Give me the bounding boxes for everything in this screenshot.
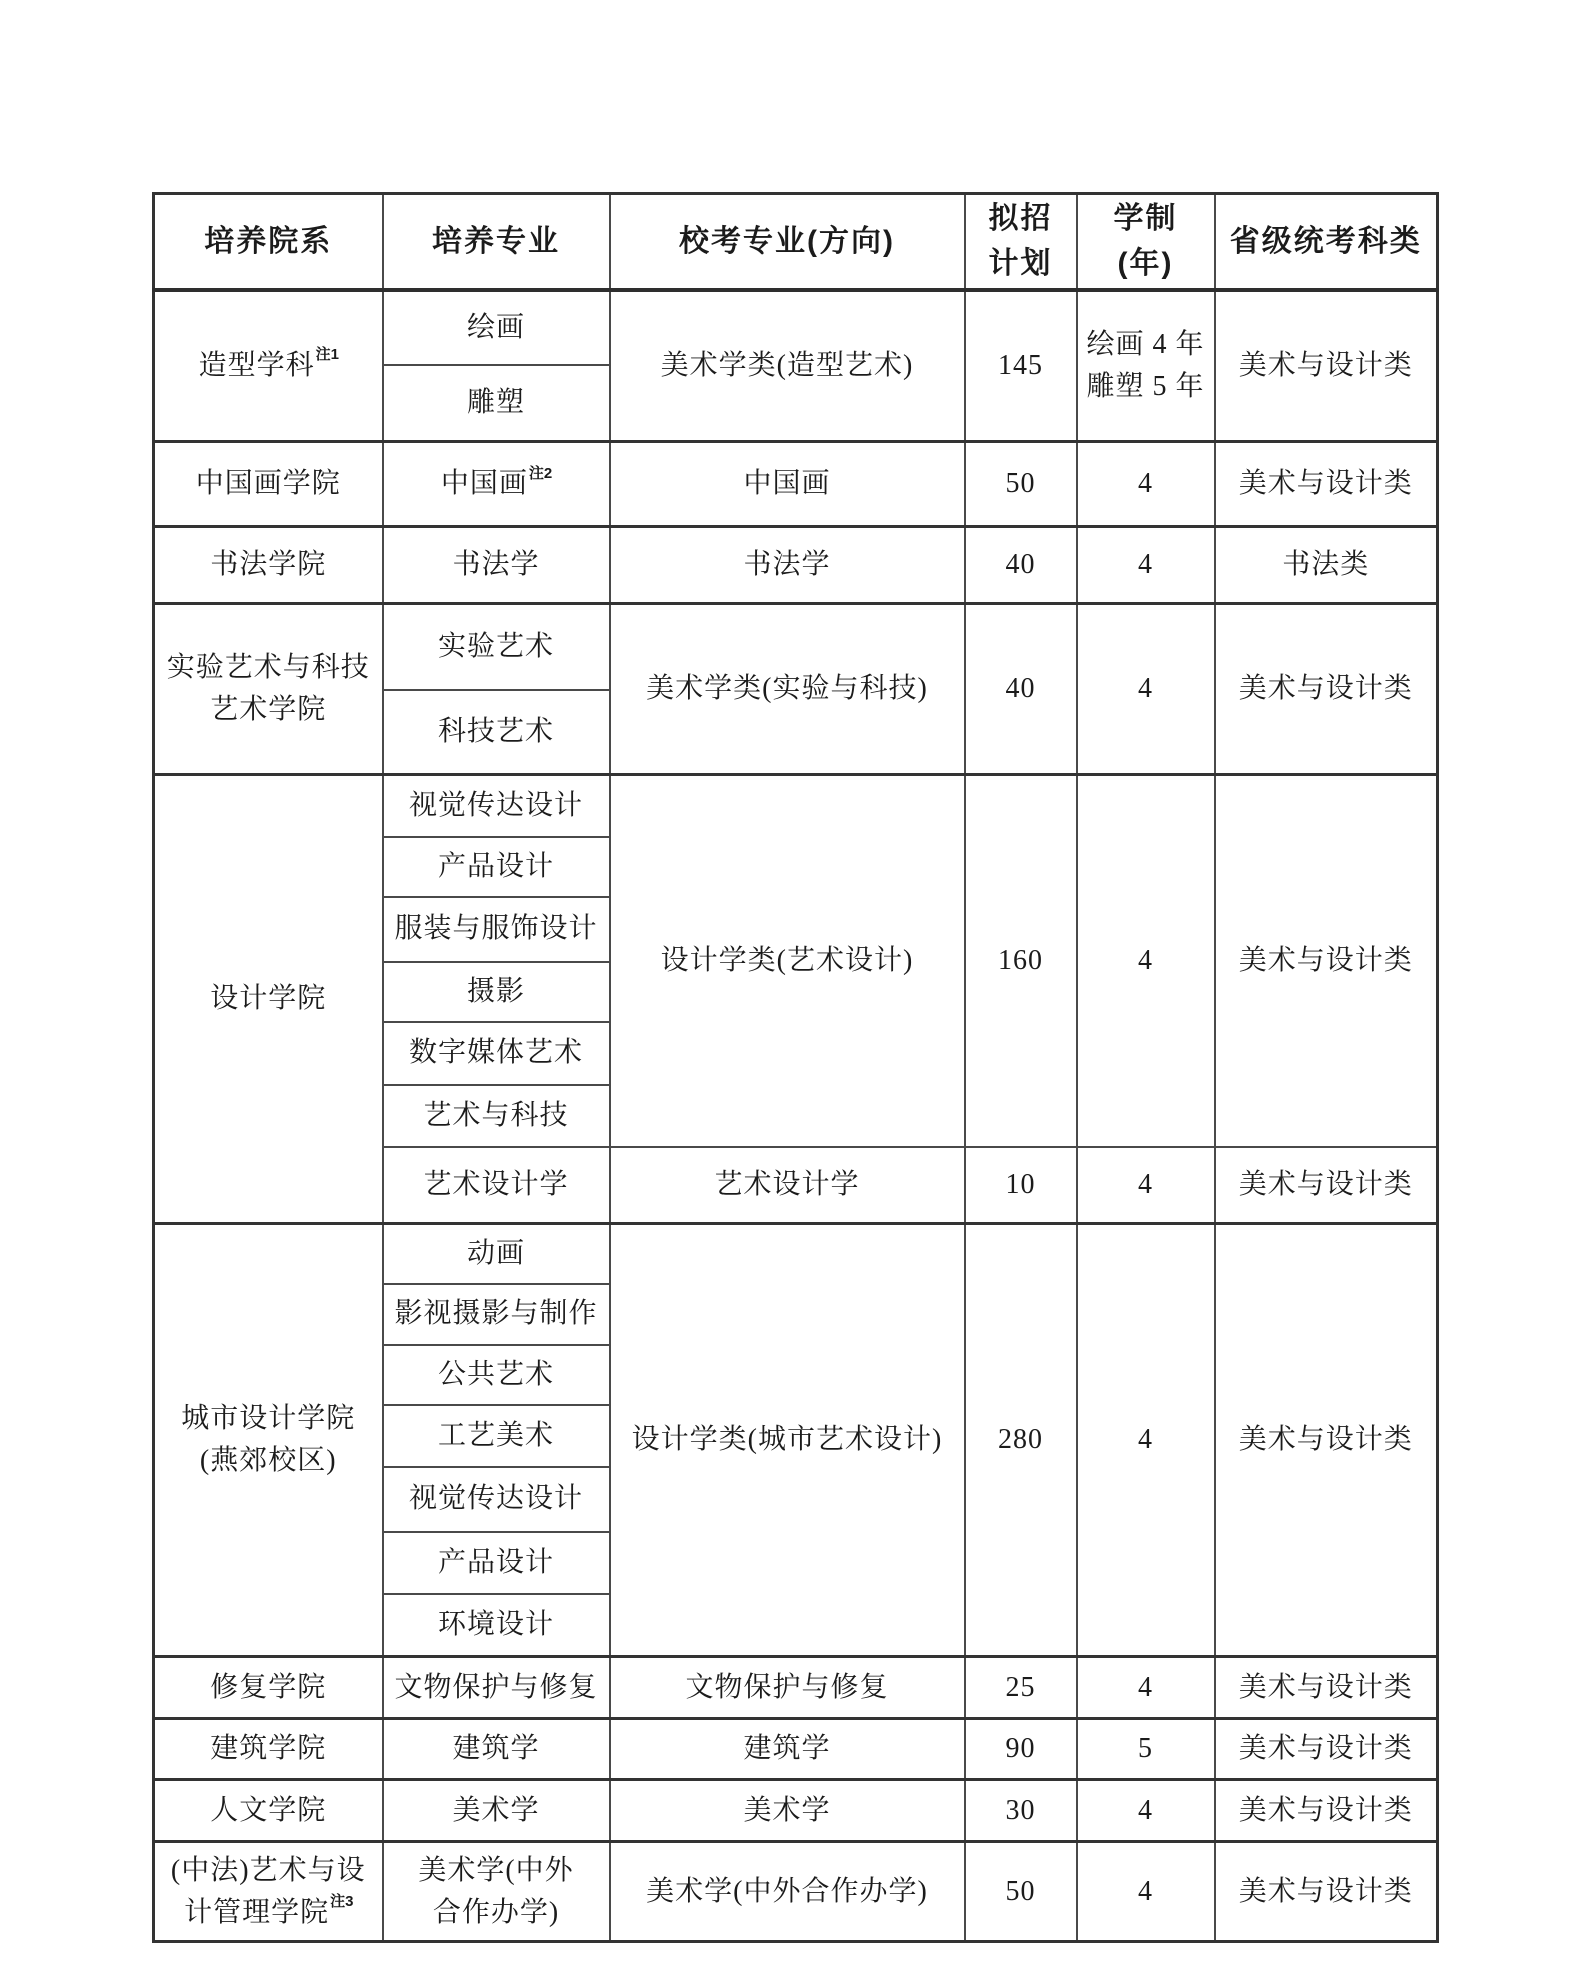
major-cell: 产品设计 — [383, 1532, 610, 1594]
major-cell: 产品设计 — [383, 837, 610, 897]
header-dept: 培养院系 — [154, 194, 383, 290]
table-row — [154, 442, 1438, 527]
table-row — [154, 1842, 1438, 1942]
table-row — [154, 1657, 1438, 1719]
major-cell: 美术学(中外 合作办学) — [383, 1842, 610, 1942]
dept-cell-shiyan: 实验艺术与科技 艺术学院 — [154, 604, 383, 775]
duration-line2: 雕塑 5 年 — [1086, 370, 1205, 402]
dept-cell-chengshi: 城市设计学院 (燕郊校区) — [154, 1224, 383, 1657]
dept-cell-jianzhu: 建筑学院 — [154, 1719, 383, 1780]
major-cell: 实验艺术 — [383, 604, 610, 690]
major-cell: 文物保护与修复 — [383, 1657, 610, 1719]
exam-major-cell: 艺术设计学 — [610, 1147, 965, 1224]
category-cell: 美术与设计类 — [1215, 290, 1438, 442]
table-row — [154, 527, 1438, 604]
major-cell: 公共艺术 — [383, 1345, 610, 1405]
category-cell: 美术与设计类 — [1215, 1780, 1438, 1842]
plan-cell: 40 — [965, 604, 1077, 775]
major-cell: 绘画 — [383, 290, 610, 365]
duration-cell: 5 — [1077, 1719, 1215, 1780]
category-cell: 美术与设计类 — [1215, 775, 1438, 1147]
plan-cell: 40 — [965, 527, 1077, 604]
exam-major-cell: 美术学类(造型艺术) — [610, 290, 965, 442]
table-row — [154, 1719, 1438, 1780]
header-category: 省级统考科类 — [1215, 194, 1438, 290]
major-cell: 动画 — [383, 1224, 610, 1284]
header-duration-line2: (年) — [1117, 247, 1174, 281]
major-cell: 视觉传达设计 — [383, 1467, 610, 1532]
dept-cell-xiufu: 修复学院 — [154, 1657, 383, 1719]
duration-cell: 4 — [1077, 1842, 1215, 1942]
dept-cell-sheji: 设计学院 — [154, 775, 383, 1224]
plan-cell: 25 — [965, 1657, 1077, 1719]
plan-cell: 10 — [965, 1147, 1077, 1224]
major-cell: 书法学 — [383, 527, 610, 604]
plan-cell: 90 — [965, 1719, 1077, 1780]
duration-cell — [1077, 290, 1215, 442]
header-exam-major: 校考专业(方向) — [610, 194, 965, 290]
category-cell: 美术与设计类 — [1215, 1842, 1438, 1942]
duration-cell: 4 — [1077, 1657, 1215, 1719]
major-cell: 雕塑 — [383, 365, 610, 442]
major-cell: 美术学 — [383, 1780, 610, 1842]
exam-major-cell: 书法学 — [610, 527, 965, 604]
major-cell: 科技艺术 — [383, 690, 610, 775]
exam-major-cell: 文物保护与修复 — [610, 1657, 965, 1719]
major-cell: 摄影 — [383, 962, 610, 1022]
dept-cell-shufa: 书法学院 — [154, 527, 383, 604]
category-cell: 书法类 — [1215, 527, 1438, 604]
major-cell: 环境设计 — [383, 1594, 610, 1657]
header-duration-line1: 学制 — [1113, 202, 1178, 236]
table-row — [154, 1780, 1438, 1842]
plan-cell: 160 — [965, 775, 1077, 1147]
duration-line1: 绘画 4 年 — [1086, 328, 1205, 360]
category-cell: 美术与设计类 — [1215, 1147, 1438, 1224]
duration-cell: 4 — [1077, 1147, 1215, 1224]
dept-cell-renwen: 人文学院 — [154, 1780, 383, 1842]
header-plan-line1: 拟招 — [988, 202, 1053, 236]
header-major: 培养专业 — [383, 194, 610, 290]
exam-major-cell: 美术学(中外合作办学) — [610, 1842, 965, 1942]
header-plan-line2: 计划 — [988, 247, 1053, 281]
category-cell: 美术与设计类 — [1215, 1224, 1438, 1657]
header-duration — [1077, 194, 1215, 290]
note-superscript: 注2 — [528, 464, 553, 482]
major-cell: 艺术与科技 — [383, 1085, 610, 1147]
exam-major-cell: 美术学类(实验与科技) — [610, 604, 965, 775]
plan-cell: 50 — [965, 442, 1077, 527]
exam-major-cell: 设计学类(艺术设计) — [610, 775, 965, 1147]
major-cell: 建筑学 — [383, 1719, 610, 1780]
major-cell: 艺术设计学 — [383, 1147, 610, 1224]
major-cell: 中国画$^{注2}$ — [383, 442, 610, 527]
plan-cell: 30 — [965, 1780, 1077, 1842]
duration-cell: 4 — [1077, 1780, 1215, 1842]
major-cell: 服装与服饰设计 — [383, 897, 610, 962]
table-header-row — [154, 194, 1438, 290]
plan-cell: 50 — [965, 1842, 1077, 1942]
category-cell: 美术与设计类 — [1215, 442, 1438, 527]
duration-cell: 4 — [1077, 775, 1215, 1147]
duration-cell: 4 — [1077, 1224, 1215, 1657]
enrollment-plan-table — [152, 192, 1439, 1943]
note-superscript: 注1 — [315, 346, 339, 364]
major-cell: 数字媒体艺术 — [383, 1022, 610, 1085]
exam-major-cell: 美术学 — [610, 1780, 965, 1842]
dept-cell-zaoxing: 造型学科$^{注1}$ — [154, 290, 383, 442]
category-cell: 美术与设计类 — [1215, 1657, 1438, 1719]
table-row — [154, 1224, 1438, 1284]
exam-major-cell: 中国画 — [610, 442, 965, 527]
table-row — [154, 290, 1438, 365]
exam-major-cell: 建筑学 — [610, 1719, 965, 1780]
major-cell: 影视摄影与制作 — [383, 1284, 610, 1345]
duration-cell: 4 — [1077, 604, 1215, 775]
plan-cell: 145 — [965, 290, 1077, 442]
header-plan — [965, 194, 1077, 290]
plan-cell: 280 — [965, 1224, 1077, 1657]
table-row — [154, 775, 1438, 837]
exam-major-cell: 设计学类(城市艺术设计) — [610, 1224, 965, 1657]
major-cell: 视觉传达设计 — [383, 775, 610, 837]
duration-cell: 4 — [1077, 442, 1215, 527]
dept-cell-zhongguohua: 中国画学院 — [154, 442, 383, 527]
table-row — [154, 604, 1438, 690]
duration-cell: 4 — [1077, 527, 1215, 604]
dept-cell-zhongfa: (中法)艺术与设 计管理学院$^{注3}$ — [154, 1842, 383, 1942]
category-cell: 美术与设计类 — [1215, 1719, 1438, 1780]
major-cell: 工艺美术 — [383, 1405, 610, 1467]
note-superscript: 注3 — [330, 1893, 354, 1911]
category-cell: 美术与设计类 — [1215, 604, 1438, 775]
